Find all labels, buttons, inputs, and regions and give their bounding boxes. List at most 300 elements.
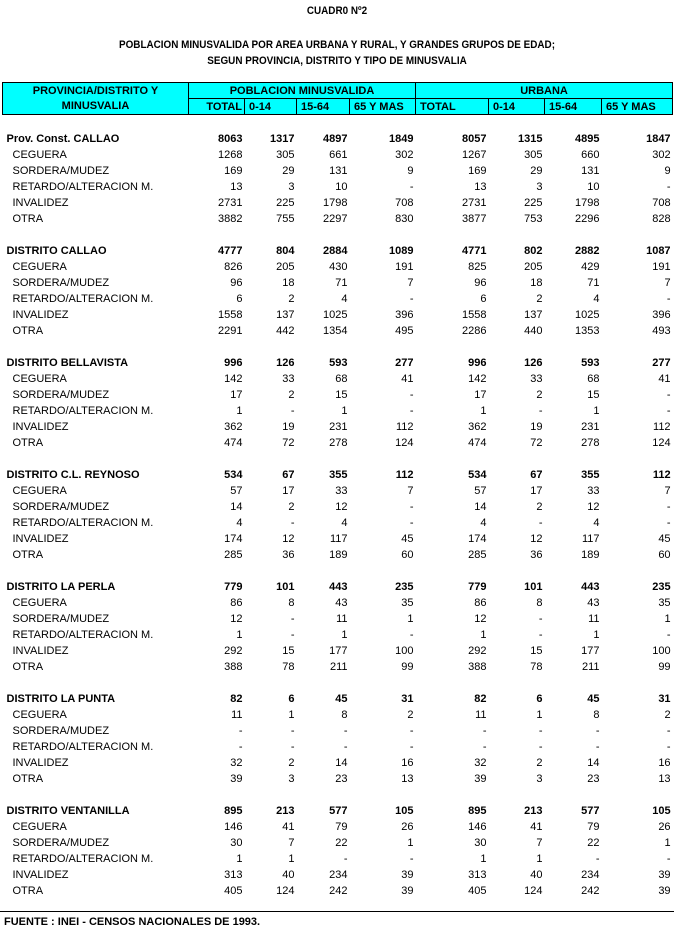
row-label: SORDERA/MUDEZ: [12, 165, 110, 177]
value-cell: -: [238, 741, 243, 753]
table-row: [3, 163, 673, 179]
value-cell: 388: [224, 661, 243, 673]
value-cell: 14: [230, 501, 243, 513]
value-cell: 45: [587, 693, 600, 705]
value-cell: 82: [474, 693, 487, 705]
row-label: RETARDO/ALTERACION M.: [12, 181, 154, 193]
value-cell: 7: [664, 277, 671, 289]
value-cell: 1: [664, 613, 671, 625]
table-row: [3, 195, 673, 211]
row-label: DISTRITO VENTANILLA: [6, 805, 130, 817]
row-label: OTRA: [12, 549, 44, 561]
value-cell: 8063: [218, 133, 243, 145]
value-cell: 26: [658, 821, 671, 833]
value-cell: 67: [282, 469, 295, 481]
value-cell: 996: [468, 357, 487, 369]
value-cell: -: [343, 741, 348, 753]
value-cell: 142: [468, 373, 487, 385]
value-cell: 12: [230, 613, 243, 625]
spacer-cell: [3, 563, 673, 579]
value-cell: 4: [341, 517, 348, 529]
value-cell: 4: [593, 293, 600, 305]
value-cell: 18: [530, 277, 543, 289]
row-label: INVALIDEZ: [12, 533, 69, 545]
value-cell: 2: [536, 501, 543, 513]
value-cell: 78: [530, 661, 543, 673]
value-cell: 43: [335, 597, 348, 609]
value-cell: 2731: [218, 197, 243, 209]
value-cell: 826: [224, 261, 243, 273]
value-cell: 33: [335, 485, 348, 497]
value-cell: 495: [395, 325, 414, 337]
value-cell: 8057: [462, 133, 487, 145]
value-cell: -: [666, 389, 671, 401]
value-cell: 534: [224, 469, 243, 481]
table-row: [3, 611, 673, 627]
value-cell: 4897: [323, 133, 348, 145]
value-cell: 3877: [462, 213, 487, 225]
value-cell: 440: [524, 325, 543, 337]
table-row: [3, 819, 673, 835]
row-label: OTRA: [12, 437, 44, 449]
value-cell: 137: [276, 309, 295, 321]
value-cell: 4: [341, 293, 348, 305]
row-label: DISTRITO C.L. REYNOSO: [6, 469, 140, 481]
value-cell: 124: [524, 885, 543, 897]
value-cell: 11: [336, 613, 348, 625]
value-cell: 1: [236, 405, 243, 417]
value-cell: 534: [468, 469, 487, 481]
value-cell: 191: [652, 261, 671, 273]
value-cell: 305: [276, 149, 295, 161]
value-cell: 277: [652, 357, 671, 369]
row-label: SORDERA/MUDEZ: [12, 389, 110, 401]
value-cell: -: [409, 181, 414, 193]
value-cell: 112: [395, 469, 414, 481]
value-cell: -: [595, 725, 600, 737]
value-cell: 12: [530, 533, 543, 545]
value-cell: 242: [581, 885, 600, 897]
table-row: [3, 515, 673, 531]
row-label: Prov. Const. CALLAO: [6, 133, 120, 145]
value-cell: -: [666, 293, 671, 305]
value-cell: 29: [282, 165, 295, 177]
value-cell: 1: [288, 853, 295, 865]
value-cell: 213: [524, 805, 543, 817]
value-cell: 231: [329, 421, 348, 433]
value-cell: 33: [282, 373, 295, 385]
value-cell: 105: [652, 805, 671, 817]
value-cell: 8: [536, 597, 543, 609]
value-cell: 14: [474, 501, 487, 513]
value-cell: -: [290, 741, 295, 753]
value-cell: 4895: [575, 133, 600, 145]
value-cell: 577: [329, 805, 348, 817]
value-cell: -: [666, 517, 671, 529]
spacer-row: [3, 339, 673, 355]
value-cell: 39: [230, 773, 243, 785]
spacer-cell: [3, 451, 673, 467]
row-label: OTRA: [12, 773, 44, 785]
value-cell: 15: [282, 645, 295, 657]
value-cell: 169: [224, 165, 243, 177]
table-row: [3, 707, 673, 723]
spacer-row: [3, 115, 673, 132]
table-row: [3, 755, 673, 771]
section-total-row: [3, 803, 673, 819]
value-cell: -: [409, 853, 414, 865]
row-label: CEGUERA: [12, 485, 67, 497]
value-cell: 443: [329, 581, 348, 593]
spacer-row: [3, 227, 673, 243]
value-cell: 8: [288, 597, 295, 609]
group-header-urbana: URBANA: [416, 83, 673, 99]
value-cell: 7: [288, 837, 295, 849]
value-cell: 67: [530, 469, 543, 481]
value-cell: -: [290, 517, 295, 529]
value-cell: -: [409, 389, 414, 401]
value-cell: 6: [236, 293, 243, 305]
value-cell: -: [666, 501, 671, 513]
value-cell: 12: [587, 501, 600, 513]
value-cell: 13: [474, 181, 487, 193]
table-row: [3, 419, 673, 435]
value-cell: 18: [282, 277, 295, 289]
spacer-row: [3, 787, 673, 803]
value-cell: 1: [236, 853, 243, 865]
value-cell: 137: [524, 309, 543, 321]
row-header-line-1: PROVINCIA/DISTRITO Y: [3, 83, 189, 99]
value-cell: 15: [587, 389, 600, 401]
value-cell: 1267: [462, 149, 487, 161]
value-cell: 205: [276, 261, 295, 273]
value-cell: 2296: [575, 213, 600, 225]
col-header: TOTAL: [416, 99, 489, 115]
value-cell: -: [290, 725, 295, 737]
section-total-row: [3, 355, 673, 371]
value-cell: 39: [658, 869, 671, 881]
spacer-row: [3, 563, 673, 579]
value-cell: 830: [395, 213, 414, 225]
value-cell: -: [538, 517, 543, 529]
value-cell: 112: [395, 421, 414, 433]
value-cell: 1558: [218, 309, 243, 321]
value-cell: 41: [401, 373, 414, 385]
value-cell: 2: [664, 709, 671, 721]
value-cell: 45: [658, 533, 671, 545]
value-cell: -: [409, 629, 414, 641]
value-cell: 302: [395, 149, 414, 161]
table-row: [3, 867, 673, 883]
value-cell: 292: [468, 645, 487, 657]
value-cell: -: [343, 725, 348, 737]
value-cell: 68: [335, 373, 348, 385]
value-cell: 12: [282, 533, 295, 545]
table-row: [3, 499, 673, 515]
value-cell: 1798: [323, 197, 348, 209]
value-cell: -: [666, 725, 671, 737]
value-cell: 146: [224, 821, 243, 833]
value-cell: 661: [329, 149, 348, 161]
spacer-cell: [3, 787, 673, 803]
value-cell: 26: [401, 821, 414, 833]
value-cell: 362: [224, 421, 243, 433]
value-cell: 1268: [218, 149, 243, 161]
row-label: CEGUERA: [12, 709, 67, 721]
group-header-poblacion: POBLACION MINUSVALIDA: [189, 83, 416, 99]
row-header-line-2: MINUSVALIA: [3, 99, 189, 115]
value-cell: -: [666, 741, 671, 753]
value-cell: 112: [653, 421, 671, 433]
col-header: TOTAL: [189, 99, 245, 115]
value-cell: 1: [480, 853, 487, 865]
value-cell: 35: [658, 597, 671, 609]
value-cell: 285: [468, 549, 487, 561]
value-cell: 430: [329, 261, 348, 273]
value-cell: 117: [329, 533, 348, 545]
value-cell: 7: [664, 485, 671, 497]
table-row: [3, 883, 673, 899]
value-cell: 1: [480, 629, 487, 641]
value-cell: 16: [658, 757, 671, 769]
row-label: INVALIDEZ: [12, 645, 69, 657]
row-label: RETARDO/ALTERACION M.: [12, 741, 154, 753]
value-cell: 86: [474, 597, 487, 609]
value-cell: 39: [401, 869, 414, 881]
value-cell: 1: [288, 709, 295, 721]
value-cell: 6: [536, 693, 543, 705]
value-cell: 96: [474, 277, 487, 289]
value-cell: 17: [530, 485, 543, 497]
value-cell: 4: [593, 517, 600, 529]
table-row: [3, 291, 673, 307]
value-cell: 72: [530, 437, 543, 449]
value-cell: 362: [468, 421, 487, 433]
value-cell: 4: [480, 517, 487, 529]
value-cell: 231: [581, 421, 600, 433]
section-total-row: [3, 131, 673, 147]
value-cell: 16: [401, 757, 414, 769]
table-row: [3, 547, 673, 563]
spacer-cell: [3, 227, 673, 243]
value-cell: 22: [587, 837, 600, 849]
row-label: DISTRITO BELLAVISTA: [6, 357, 129, 369]
col-header: 0-14: [245, 99, 297, 115]
value-cell: -: [538, 629, 543, 641]
spacer-cell: [3, 339, 673, 355]
value-cell: 205: [524, 261, 543, 273]
value-cell: -: [409, 517, 414, 529]
row-label: CEGUERA: [12, 261, 67, 273]
value-cell: 57: [474, 485, 487, 497]
value-cell: 124: [652, 437, 671, 449]
value-cell: 388: [468, 661, 487, 673]
value-cell: -: [409, 405, 414, 417]
col-header: 15-64: [297, 99, 350, 115]
col-header: 65 Y MAS: [602, 99, 673, 115]
value-cell: -: [482, 741, 487, 753]
value-cell: 13: [230, 181, 243, 193]
value-cell: 35: [401, 597, 414, 609]
value-cell: 7: [407, 277, 414, 289]
value-cell: 15: [530, 645, 543, 657]
value-cell: 31: [401, 693, 414, 705]
value-cell: 1: [664, 837, 671, 849]
value-cell: 100: [395, 645, 414, 657]
value-cell: 23: [335, 773, 348, 785]
value-cell: 9: [664, 165, 671, 177]
value-cell: 825: [468, 261, 487, 273]
value-cell: 146: [468, 821, 487, 833]
row-label: OTRA: [12, 661, 44, 673]
value-cell: 100: [652, 645, 671, 657]
value-cell: 82: [230, 693, 243, 705]
value-cell: 7: [407, 485, 414, 497]
value-cell: 2286: [462, 325, 487, 337]
row-label: DISTRITO CALLAO: [6, 245, 107, 257]
value-cell: 2297: [323, 213, 348, 225]
value-cell: 474: [224, 437, 243, 449]
value-cell: 779: [468, 581, 487, 593]
section-total-row: [3, 691, 673, 707]
value-cell: 1: [536, 853, 543, 865]
value-cell: 1025: [575, 309, 600, 321]
value-cell: 779: [224, 581, 243, 593]
value-cell: 1558: [462, 309, 487, 321]
value-cell: -: [290, 629, 295, 641]
value-cell: 235: [652, 581, 671, 593]
row-label: OTRA: [12, 885, 44, 897]
value-cell: 124: [276, 885, 295, 897]
table-row: [3, 259, 673, 275]
table-row: [3, 771, 673, 787]
value-cell: 41: [530, 821, 543, 833]
table-row: [3, 179, 673, 195]
value-cell: 1087: [646, 245, 671, 257]
col-header: 65 Y MAS: [350, 99, 416, 115]
value-cell: -: [595, 741, 600, 753]
source-note: FUENTE : INEI - CENSOS NACIONALES DE 1993.: [4, 916, 261, 928]
row-label: CEGUERA: [12, 597, 67, 609]
value-cell: 6: [480, 293, 487, 305]
value-cell: 285: [224, 549, 243, 561]
value-cell: 443: [581, 581, 600, 593]
value-cell: 11: [588, 613, 600, 625]
value-cell: 117: [581, 533, 600, 545]
value-cell: 225: [276, 197, 295, 209]
value-cell: 3: [536, 773, 543, 785]
value-cell: 68: [587, 373, 600, 385]
value-cell: 39: [401, 885, 414, 897]
value-cell: 22: [335, 837, 348, 849]
value-cell: 1: [236, 629, 243, 641]
value-cell: -: [538, 405, 543, 417]
value-cell: 126: [276, 357, 295, 369]
value-cell: -: [666, 629, 671, 641]
value-cell: 99: [401, 661, 414, 673]
value-cell: 2: [536, 293, 543, 305]
table-row: [3, 371, 673, 387]
value-cell: 174: [224, 533, 243, 545]
table-row: [3, 835, 673, 851]
value-cell: 2: [288, 389, 295, 401]
value-cell: 60: [401, 549, 414, 561]
value-cell: 17: [474, 389, 487, 401]
value-cell: 234: [329, 869, 348, 881]
value-cell: 29: [530, 165, 543, 177]
table-row: [3, 739, 673, 755]
value-cell: 2: [288, 293, 295, 305]
value-cell: 96: [230, 277, 243, 289]
value-cell: 31: [658, 693, 671, 705]
table-row: [3, 483, 673, 499]
row-label: RETARDO/ALTERACION M.: [12, 405, 154, 417]
value-cell: 3: [288, 773, 295, 785]
value-cell: 32: [230, 757, 243, 769]
row-label: INVALIDEZ: [12, 869, 69, 881]
value-cell: 804: [276, 245, 295, 257]
value-cell: 105: [395, 805, 414, 817]
value-cell: 2: [288, 757, 295, 769]
value-cell: 57: [230, 485, 243, 497]
value-cell: 755: [276, 213, 295, 225]
value-cell: -: [409, 501, 414, 513]
value-cell: 32: [474, 757, 487, 769]
table-row: [3, 531, 673, 547]
value-cell: 4771: [462, 245, 487, 257]
value-cell: 17: [230, 389, 243, 401]
value-cell: 3882: [218, 213, 243, 225]
value-cell: 10: [587, 181, 600, 193]
table-row: [3, 643, 673, 659]
value-cell: 39: [474, 773, 487, 785]
value-cell: 753: [524, 213, 543, 225]
value-cell: 2731: [462, 197, 487, 209]
data-table: [2, 82, 673, 899]
value-cell: 36: [282, 549, 295, 561]
value-cell: 2882: [575, 245, 600, 257]
value-cell: 277: [395, 357, 414, 369]
value-cell: -: [538, 613, 543, 625]
value-cell: 593: [329, 357, 348, 369]
value-cell: 225: [524, 197, 543, 209]
row-label: SORDERA/MUDEZ: [12, 501, 110, 513]
value-cell: 1315: [518, 133, 543, 145]
value-cell: 4: [236, 517, 243, 529]
value-cell: 124: [395, 437, 414, 449]
footer-divider: [0, 911, 674, 912]
value-cell: 895: [468, 805, 487, 817]
value-cell: -: [538, 741, 543, 753]
row-label: CEGUERA: [12, 373, 67, 385]
value-cell: 79: [335, 821, 348, 833]
value-cell: 2884: [323, 245, 348, 257]
value-cell: 1: [407, 613, 414, 625]
value-cell: 177: [329, 645, 348, 657]
table-title: POBLACION MINUSVALIDA POR AREA URBANA Y RURAL, Y GRANDES GRUPOS DE EDAD;: [118, 39, 555, 51]
row-label: SORDERA/MUDEZ: [12, 837, 110, 849]
value-cell: 14: [587, 757, 600, 769]
table-row: [3, 403, 673, 419]
value-cell: 112: [652, 469, 671, 481]
value-cell: 213: [276, 805, 295, 817]
value-cell: 405: [224, 885, 243, 897]
value-cell: 189: [581, 549, 600, 561]
value-cell: 191: [395, 261, 414, 273]
value-cell: 30: [230, 837, 243, 849]
spacer-row: [3, 675, 673, 691]
value-cell: 126: [524, 357, 543, 369]
